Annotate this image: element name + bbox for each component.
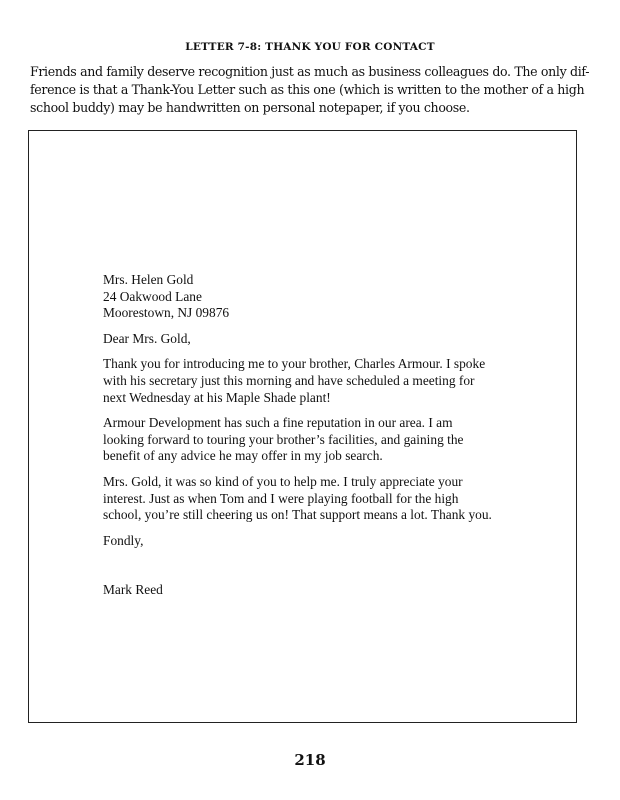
paragraph-line: next Wednesday at his Maple Shade plant!: [103, 389, 331, 405]
closing: Fondly,: [103, 532, 144, 548]
salutation: Dear Mrs. Gold,: [103, 330, 191, 346]
intro-line: ference is that a Thank-You Letter such as this one (which is written to the mother of a high: [30, 82, 585, 97]
letter-paragraph: [103, 356, 523, 406]
address-line: 24 Oakwood Lane: [103, 288, 202, 304]
letter-paragraph: [103, 474, 523, 524]
paragraph-line: Thank you for introducing me to your brother, Charles Armour. I spoke: [103, 356, 486, 372]
intro-paragraph: [30, 63, 590, 117]
paragraph-line: with his secretary just this morning and have scheduled a meeting for: [103, 372, 475, 388]
paragraph-line: school, you’re still cheering us on! That support means a lot. Thank you.: [103, 507, 492, 523]
letter-body: [103, 272, 523, 599]
address-line: Mrs. Helen Gold: [103, 272, 194, 287]
address-line: Moorestown, NJ 09876: [103, 305, 230, 321]
paragraph-line: benefit of any advice he may offer in my job search.: [103, 448, 383, 464]
intro-line: school buddy) may be handwritten on personal notepaper, if you choose.: [30, 100, 470, 115]
page-heading: LETTER 7-8: THANK YOU FOR CONTACT: [185, 41, 435, 53]
recipient-address: [103, 272, 523, 322]
intro-line: Friends and family deserve recognition just as much as business colleagues do. The only dif-: [30, 64, 590, 79]
paragraph-line: Mrs. Gold, it was so kind of you to help me. I truly appreciate your: [103, 473, 463, 489]
letter-paragraph: [103, 415, 523, 465]
page-number: 218: [294, 751, 326, 769]
paragraph-line: Armour Development has such a fine reputation in our area. I am: [103, 415, 453, 431]
paragraph-line: interest. Just as when Tom and I were playing football for the high: [103, 490, 459, 506]
paragraph-line: looking forward to touring your brother’s facilities, and gaining the: [103, 431, 464, 447]
signature: Mark Reed: [103, 582, 163, 598]
